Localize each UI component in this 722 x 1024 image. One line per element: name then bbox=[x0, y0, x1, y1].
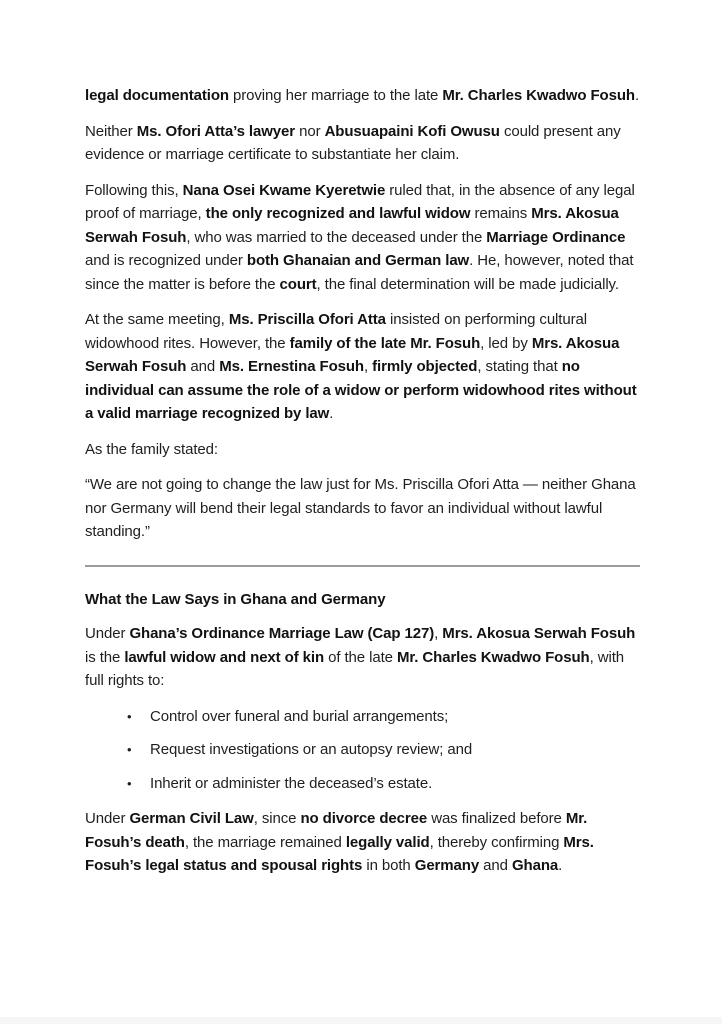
text-run: Inherit or administer the deceased’s estate. bbox=[150, 774, 433, 792]
bold-text-run: Germany bbox=[414, 857, 480, 874]
quote-paragraph bbox=[85, 473, 640, 544]
bold-text-run: Ms. Priscilla Ofori Atta bbox=[228, 311, 386, 328]
text-run: Neither bbox=[85, 122, 137, 140]
text-run: was finalized before bbox=[427, 810, 566, 827]
text-run: “We are not going to change the law just for Ms. Priscilla Ofori Atta — neither Ghana nor Germany will bend their legal standards to favor an individual without lawful standing.” bbox=[85, 476, 636, 540]
paragraph bbox=[85, 622, 640, 693]
text-run: . bbox=[329, 405, 334, 422]
list-item bbox=[127, 738, 640, 762]
text-run: remains bbox=[470, 205, 532, 222]
text-run: in both bbox=[362, 857, 415, 874]
text-run: Control over funeral and burial arrangements; bbox=[150, 707, 449, 725]
section-divider bbox=[85, 565, 640, 567]
text-run: ruled that, in the absence of any legal proof of marriage, bbox=[85, 181, 635, 222]
text-run: , since bbox=[253, 810, 301, 827]
paragraph bbox=[85, 84, 640, 108]
document-content bbox=[85, 84, 640, 890]
text-run: , bbox=[434, 625, 443, 642]
text-run: of the late bbox=[324, 648, 397, 666]
bold-text-run: legally valid bbox=[345, 833, 430, 851]
bold-text-run: Mrs. Fosuh’s legal status and spousal rights bbox=[85, 833, 594, 874]
bold-text-run: firmly objected bbox=[372, 358, 478, 375]
text-run: is the bbox=[85, 648, 125, 666]
bullet-icon: • bbox=[127, 708, 132, 724]
bold-text-run: Mrs. Akosua Serwah Fosuh bbox=[85, 205, 619, 246]
bold-text-run: Mr. Charles Kwadwo Fosuh bbox=[396, 648, 590, 666]
rights-list bbox=[85, 705, 640, 796]
text-run: and bbox=[186, 358, 220, 375]
bold-text-run: What the Law Says in Ghana and Germany bbox=[85, 590, 386, 608]
text-run: , bbox=[364, 358, 373, 375]
bullet-icon: • bbox=[127, 742, 132, 757]
paragraph bbox=[85, 807, 640, 878]
bold-text-run: no individual can assume the role of a widow or perform widowhood rites without a valid marriage recognized by law bbox=[85, 358, 637, 422]
bold-text-run: Marriage Ordinance bbox=[486, 228, 626, 246]
bold-text-run: lawful widow and next of kin bbox=[124, 648, 325, 666]
text-run: nor bbox=[295, 122, 325, 140]
bold-text-run: Mr. Fosuh’s death bbox=[85, 810, 588, 851]
text-run: Under bbox=[85, 625, 130, 642]
bold-text-run: Ghana bbox=[511, 857, 559, 874]
bullet-icon: • bbox=[127, 775, 132, 791]
text-run: , thereby confirming bbox=[429, 833, 564, 851]
bold-text-run: Ms. Ernestina Fosuh bbox=[219, 358, 364, 375]
page-bottom-edge bbox=[0, 1017, 722, 1024]
bold-text-run: family of the late Mr. Fosuh bbox=[289, 334, 481, 352]
bold-text-run: Ms. Ofori Atta’s lawyer bbox=[136, 122, 296, 140]
text-run: proving her marriage to the late bbox=[228, 87, 443, 104]
paragraph bbox=[85, 308, 640, 426]
text-run: . bbox=[558, 857, 563, 874]
text-run: . He, however, noted that since the matter is before the bbox=[85, 252, 634, 293]
paragraph bbox=[85, 438, 640, 462]
text-run: , the final determination will be made judicially. bbox=[316, 275, 619, 293]
text-run: and bbox=[479, 857, 512, 874]
bold-text-run: court bbox=[279, 275, 317, 293]
bold-text-run: German Civil Law bbox=[129, 810, 254, 827]
list-item bbox=[127, 772, 640, 796]
text-run: , led by bbox=[480, 334, 532, 352]
text-run: . bbox=[634, 87, 640, 104]
text-run: Request investigations or an autopsy review; and bbox=[150, 741, 473, 758]
list-item bbox=[127, 705, 640, 729]
paragraph bbox=[85, 120, 640, 167]
bold-text-run: Mr. Charles Kwadwo Fosuh bbox=[442, 87, 635, 104]
bold-text-run: Mrs. Akosua Serwah Fosuh bbox=[85, 334, 620, 375]
bold-text-run: Ghana’s Ordinance Marriage Law (Cap 127) bbox=[129, 625, 435, 642]
bold-text-run: the only recognized and lawful widow bbox=[205, 205, 471, 222]
text-run: insisted on performing cultural widowhood rites. However, the bbox=[85, 311, 587, 352]
bold-text-run: Nana Osei Kwame Kyeretwie bbox=[182, 181, 386, 199]
bold-text-run: no divorce decree bbox=[300, 810, 428, 827]
paragraph bbox=[85, 179, 640, 297]
bold-text-run: Abusuapaini Kofi Owusu bbox=[324, 122, 500, 140]
text-run: could present any evidence or marriage certificate to substantiate her claim. bbox=[85, 122, 621, 163]
section-heading bbox=[85, 588, 640, 612]
bold-text-run: both Ghanaian and German law bbox=[246, 252, 470, 269]
bold-text-run: Mrs. Akosua Serwah Fosuh bbox=[442, 625, 636, 642]
bold-text-run: legal documentation bbox=[85, 87, 229, 104]
text-run: Following this, bbox=[85, 181, 183, 199]
text-run: , with full rights to: bbox=[85, 648, 625, 689]
text-run: As the family stated: bbox=[85, 440, 218, 458]
text-run: and is recognized under bbox=[85, 252, 247, 269]
text-run: , stating that bbox=[477, 358, 562, 375]
text-run: Under bbox=[85, 810, 130, 827]
text-run: , the marriage remained bbox=[184, 833, 346, 851]
text-run: At the same meeting, bbox=[85, 311, 229, 328]
text-run: , who was married to the deceased under the bbox=[186, 228, 487, 246]
